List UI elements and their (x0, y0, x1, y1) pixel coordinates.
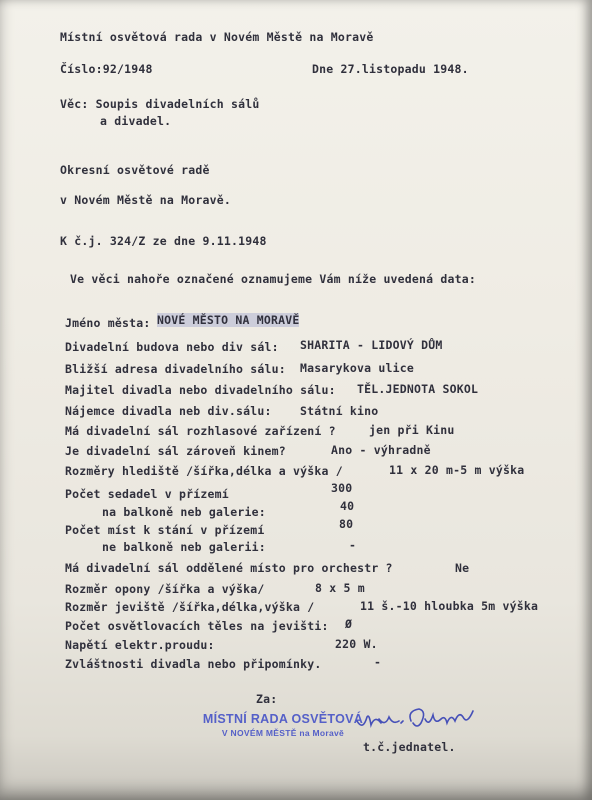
document-date: Dne 27.listopadu 1948. (312, 62, 469, 76)
row-label-standing-balcony: ne balkoně neb galerii: (102, 540, 266, 554)
row-value-dimensions: 11 x 20 m-5 m výška (389, 463, 525, 477)
row-value-radio: jen při Kinu (369, 423, 455, 437)
row-label-city: Jméno města: (65, 316, 151, 330)
row-label-voltage: Napětí elektr.proudu: (65, 638, 215, 652)
row-label-orchestra: Má divadelní sál oddělené místo pro orchestr ? (65, 561, 393, 575)
row-value-seats-balcony: 40 (340, 499, 355, 513)
row-value-orchestra: Ne (455, 561, 470, 575)
row-label-stage: Rozměr jeviště /šířka,délka,výška / (65, 600, 315, 614)
row-label-address: Bližší adresa divadelního sálu: (65, 362, 286, 376)
row-label-tenant: Nájemce divadla neb div.sálu: (65, 404, 272, 418)
stamp-line-2: V NOVÉM MĚSTĚ na Moravě (221, 728, 345, 738)
row-value-seats-ground: 300 (331, 481, 353, 495)
row-label-owner: Majitel divadla nebo divadelního sálu: (65, 383, 336, 397)
reference-line: K č.j. 324/Z ze dne 9.11.1948 (60, 234, 267, 248)
row-label-radio: Má divadelní sál rozhlasové zařízení ? (65, 424, 336, 438)
row-value-stage: 11 š.-10 hloubka 5m výška (360, 599, 539, 613)
row-value-standing-ground: 80 (339, 517, 354, 531)
subject-line-1: Věc: Soupis divadelních sálů (60, 97, 260, 111)
recipient-line-2: v Novém Městě na Moravě. (60, 193, 231, 207)
row-label-dimensions: Rozměry hlediště /šířka,délka a výška / (65, 464, 343, 478)
row-label-cinema: Je divadelní sál zároveň kinem? (65, 444, 286, 458)
row-label-building: Divadelní budova nebo div sál: (65, 340, 279, 354)
row-value-curtain: 8 x 5 m (315, 581, 365, 595)
subject-line-2: a divadel. (100, 114, 172, 128)
row-label-lights: Počet osvětlovacích těles na jevišti: (65, 619, 329, 633)
row-value-tenant: Státní kino (300, 404, 379, 418)
official-stamp (198, 712, 368, 738)
stamp-line-1: MÍSTNÍ RADA OSVĚTOVÁ (202, 712, 364, 726)
row-label-curtain: Rozměr opony /šířka a výška/ (65, 582, 265, 596)
row-value-voltage: 220 W. (335, 637, 378, 651)
recipient-line-1: Okresní osvětové radě (60, 163, 210, 177)
row-value-notes: - (374, 655, 382, 669)
row-value-standing-balcony: - (349, 538, 357, 552)
row-value-address: Masarykova ulice (300, 361, 414, 375)
handwritten-signature (355, 703, 485, 743)
closing-za: Za: (256, 692, 278, 706)
row-label-seats-ground: Počet sedadel v přízemí (65, 487, 229, 501)
intro-line: Ve věci nahoře označené oznamujeme Vám níže uvedená data: (70, 272, 477, 286)
signer-title: t.č.jednatel. (363, 740, 456, 754)
row-label-standing-ground: Počet míst k stání v přízemí (65, 523, 265, 537)
row-value-city: NOVÉ MĚSTO NA MORAVĚ (157, 313, 300, 327)
row-value-lights: Ø (345, 617, 353, 631)
row-value-owner: TĚL.JEDNOTA SOKOL (357, 382, 479, 396)
row-value-cinema: Ano - výhradně (331, 443, 431, 457)
row-label-seats-balcony: na balkoně neb galerie: (102, 505, 266, 519)
row-value-building: SHARITA - LIDOVÝ DŮM (300, 338, 443, 352)
document-number: Číslo:92/1948 (60, 62, 153, 76)
header-organization: Místní osvětová rada v Novém Městě na Moravě (60, 30, 374, 44)
row-label-notes: Zvláštnosti divadla nebo připomínky. (65, 657, 322, 671)
